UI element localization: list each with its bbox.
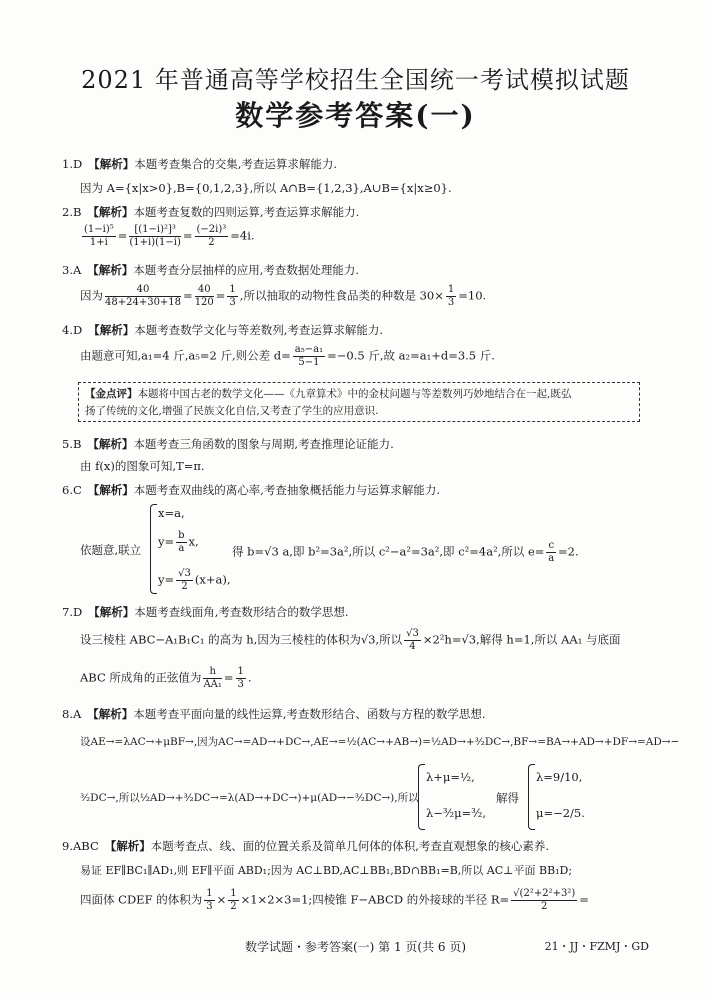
q3-desc: 本题考查分层抽样的应用,考查数据处理能力.	[133, 263, 360, 277]
q6-result: 得 b=√3 a,即 b²=3a²,所以 c²−a²=3a²,即 c²=4a²,所以 e= $\frac{c}{a}$ =2.	[232, 540, 579, 564]
q3-header	[62, 262, 359, 278]
q1-desc: 本题考查集合的交集,考查运算求解能力.	[134, 157, 338, 171]
comment-line-1: 本题将中国古老的数学文化——《九章算术》中的金杖问题与等差数列巧妙地结合在一起,既弘	[137, 388, 572, 400]
q6-sys-2: y= $\frac{b}{a}$ x,	[158, 530, 199, 554]
q8-line-2: ³⁄₂DC→,所以½AD→+³⁄₂DC→=λ(AD→+DC→)+μ(AD→−³⁄₂DC→),所以	[80, 792, 419, 804]
q4-line	[80, 344, 495, 369]
q3-line: 因为 $\frac{40}{48+24+30+18}$ = $\frac{40}{120}$ = $\frac{1}{3}$ ,所以抽取的动物性食品类的种数是 30× $\frac{1}{3}$ =10.	[80, 284, 487, 308]
q9-line-2: 四面体 CDEF 的体积为 $\frac{1}{3}$ × $\frac{1}{2}$ ×1×2×3=1;四棱锥 F−ABCD 的外接球的半径 R= $\frac{\text{√(2²+2²+3²)}}{2}$ =	[80, 888, 589, 912]
q2-frac-1: $\frac{\text{(1−i)⁵}}{1+i}$	[84, 224, 114, 248]
q2-tag: 【解析】	[87, 205, 134, 219]
q6-desc: 本题考查双曲线的离心率,考查抽象概括能力与运算求解能力.	[133, 483, 441, 497]
q8-brace-2	[528, 764, 535, 830]
q7-answer: 7.D	[62, 605, 83, 619]
q5-answer: 5.B	[62, 437, 82, 451]
q6-answer: 6.C	[62, 483, 82, 497]
q4-desc: 本题考查数学文化与等差数列,考查运算求解能力.	[134, 323, 384, 337]
footer-code: 21・JJ・FZMJ・GD	[544, 940, 649, 953]
q8-sol-2: μ=−2/5.	[536, 806, 585, 820]
q1-header	[62, 156, 337, 172]
q5-tag: 【解析】	[87, 437, 134, 451]
footer-page-info: 数学试题・参考答案(一) 第 1 页(共 6 页)	[244, 940, 467, 954]
q2-line: $\frac{\text{(1−i)⁵}}{1+i}$ = $\frac{\text{[(1−i)²]³}}{(1+i)(1-i)}$ = $\frac{\text{(−2i)³}}{2}$ =4i.	[84, 224, 255, 248]
q2-tail: =4i.	[230, 228, 255, 243]
page-title: 2021 年普通高等学校招生全国统一考试模拟试题	[81, 66, 630, 94]
comment-box	[78, 382, 640, 422]
q4-answer: 4.D	[62, 323, 83, 337]
q4-tag: 【解析】	[88, 323, 135, 337]
q4-frac: $\frac{\text{a₅−a₁}}{5-1}$	[294, 344, 324, 368]
q2-header	[62, 204, 359, 220]
q3-tag: 【解析】	[87, 263, 134, 277]
q6-header	[62, 482, 440, 498]
q2-frac-3: $\frac{\text{(−2i)³}}{2}$	[196, 224, 227, 248]
q8-sys-2: λ−³⁄₂μ=³⁄₂,	[426, 806, 486, 820]
q7-tag: 【解析】	[88, 605, 135, 619]
q1-line: 因为 A={x|x>0},B={0,1,2,3},所以 A∩B={1,2,3},A∪B={x|x≥0}.	[80, 181, 452, 195]
q6-brace	[150, 504, 157, 594]
q8-desc: 本题考查平面向量的线性运算,考查数形结合、函数与方程的数学思想.	[133, 707, 486, 721]
q7-desc: 本题考查线面角,考查数形结合的数学思想.	[134, 605, 349, 619]
comment-line-2: 扬了传统的文化,增强了民族文化自信,又考查了学生的应用意识.	[85, 405, 379, 417]
q6-lead: 依题意,联立	[80, 543, 142, 557]
q9-tag: 【解析】	[104, 839, 151, 853]
q8-solve: 解得	[496, 791, 519, 805]
q3-frac-2: $\frac{40}{120}$	[194, 284, 214, 308]
q5-line: 由 f(x)的图象可知,T=π.	[80, 459, 205, 473]
q8-sol-1: λ=9/10,	[536, 770, 583, 784]
q9-answer: 9.ABC	[62, 839, 99, 853]
q3-tail: =10.	[458, 288, 487, 303]
q8-sys-1: λ+μ=½,	[426, 770, 475, 784]
page-subtitle: 数学参考答案(一)	[235, 99, 476, 132]
q2-desc: 本题考查复数的四则运算,考查运算求解能力.	[133, 205, 360, 219]
q4-lead: 由题意可知,a₁=4 斤,a₅=2 斤,则公差 d=	[80, 348, 291, 363]
q2-frac-2: $\frac{\text{[(1−i)²]³}}{(1+i)(1-i)}$	[129, 224, 181, 248]
q8-brace-1	[418, 764, 425, 830]
q3-frac-4: $\frac{1}{3}$	[447, 284, 455, 308]
q7-header	[62, 604, 349, 620]
q5-desc: 本题考查三角函数的图象与周期,考查推理论证能力.	[133, 437, 394, 451]
q8-answer: 8.A	[62, 707, 82, 721]
q7-line-1: 设三棱柱 ABC−A₁B₁C₁ 的高为 h,因为三棱柱的体积为√3,所以 $\frac{√3}{4}$ ×2²h=√3,解得 h=1,所以 AA₁ 与底面	[80, 628, 621, 652]
q5-header	[62, 436, 394, 452]
q4-header	[62, 322, 383, 338]
q3-frac-1: $\frac{40}{48+24+30+18}$	[105, 284, 182, 308]
q1-tag: 【解析】	[88, 157, 135, 171]
q9-desc: 本题考查点、线、面的位置关系及简单几何体的体积,考查直观想象的核心素养.	[150, 839, 550, 853]
q1-answer: 1.D	[62, 157, 83, 171]
q6-sys-3: y= $\frac{√3}{2}$ (x+a),	[158, 568, 231, 592]
q2-answer: 2.B	[62, 205, 82, 219]
q6-tag: 【解析】	[87, 483, 134, 497]
q3-mid: ,所以抽取的动物性食品类的种数是 30×	[239, 288, 444, 303]
q8-line-1: 设AE→=λAC→+μBF→,因为AC→=AD→+DC→,AE→=½(AC→+AB→)=½AD→+³⁄₂DC→,BF→=BA→+AD→+DF→=AD→−	[80, 736, 680, 748]
q4-tail: =−0.5 斤,故 a₂=a₁+d=3.5 斤.	[327, 348, 495, 363]
q9-line-1: 易证 EF∥BC₁∥AD₁,则 EF∥平面 ABD₁;因为 AC⊥BD,AC⊥BB₁,BD∩BB₁=B,所以 AC⊥平面 BB₁D;	[80, 864, 573, 877]
q8-tag: 【解析】	[87, 707, 134, 721]
q6-sys-1: x=a,	[158, 506, 185, 520]
comment-tag: 【金点评】	[85, 388, 138, 400]
q8-header	[62, 706, 486, 722]
q3-lead: 因为	[80, 288, 103, 303]
q7-line-2: ABC 所成角的正弦值为 $\frac{h}{\text{AA₁}}$ = $\frac{1}{3}$ .	[80, 666, 252, 690]
q9-header	[62, 838, 549, 854]
q3-frac-3: $\frac{1}{3}$	[229, 284, 236, 308]
q3-answer: 3.A	[62, 263, 82, 277]
